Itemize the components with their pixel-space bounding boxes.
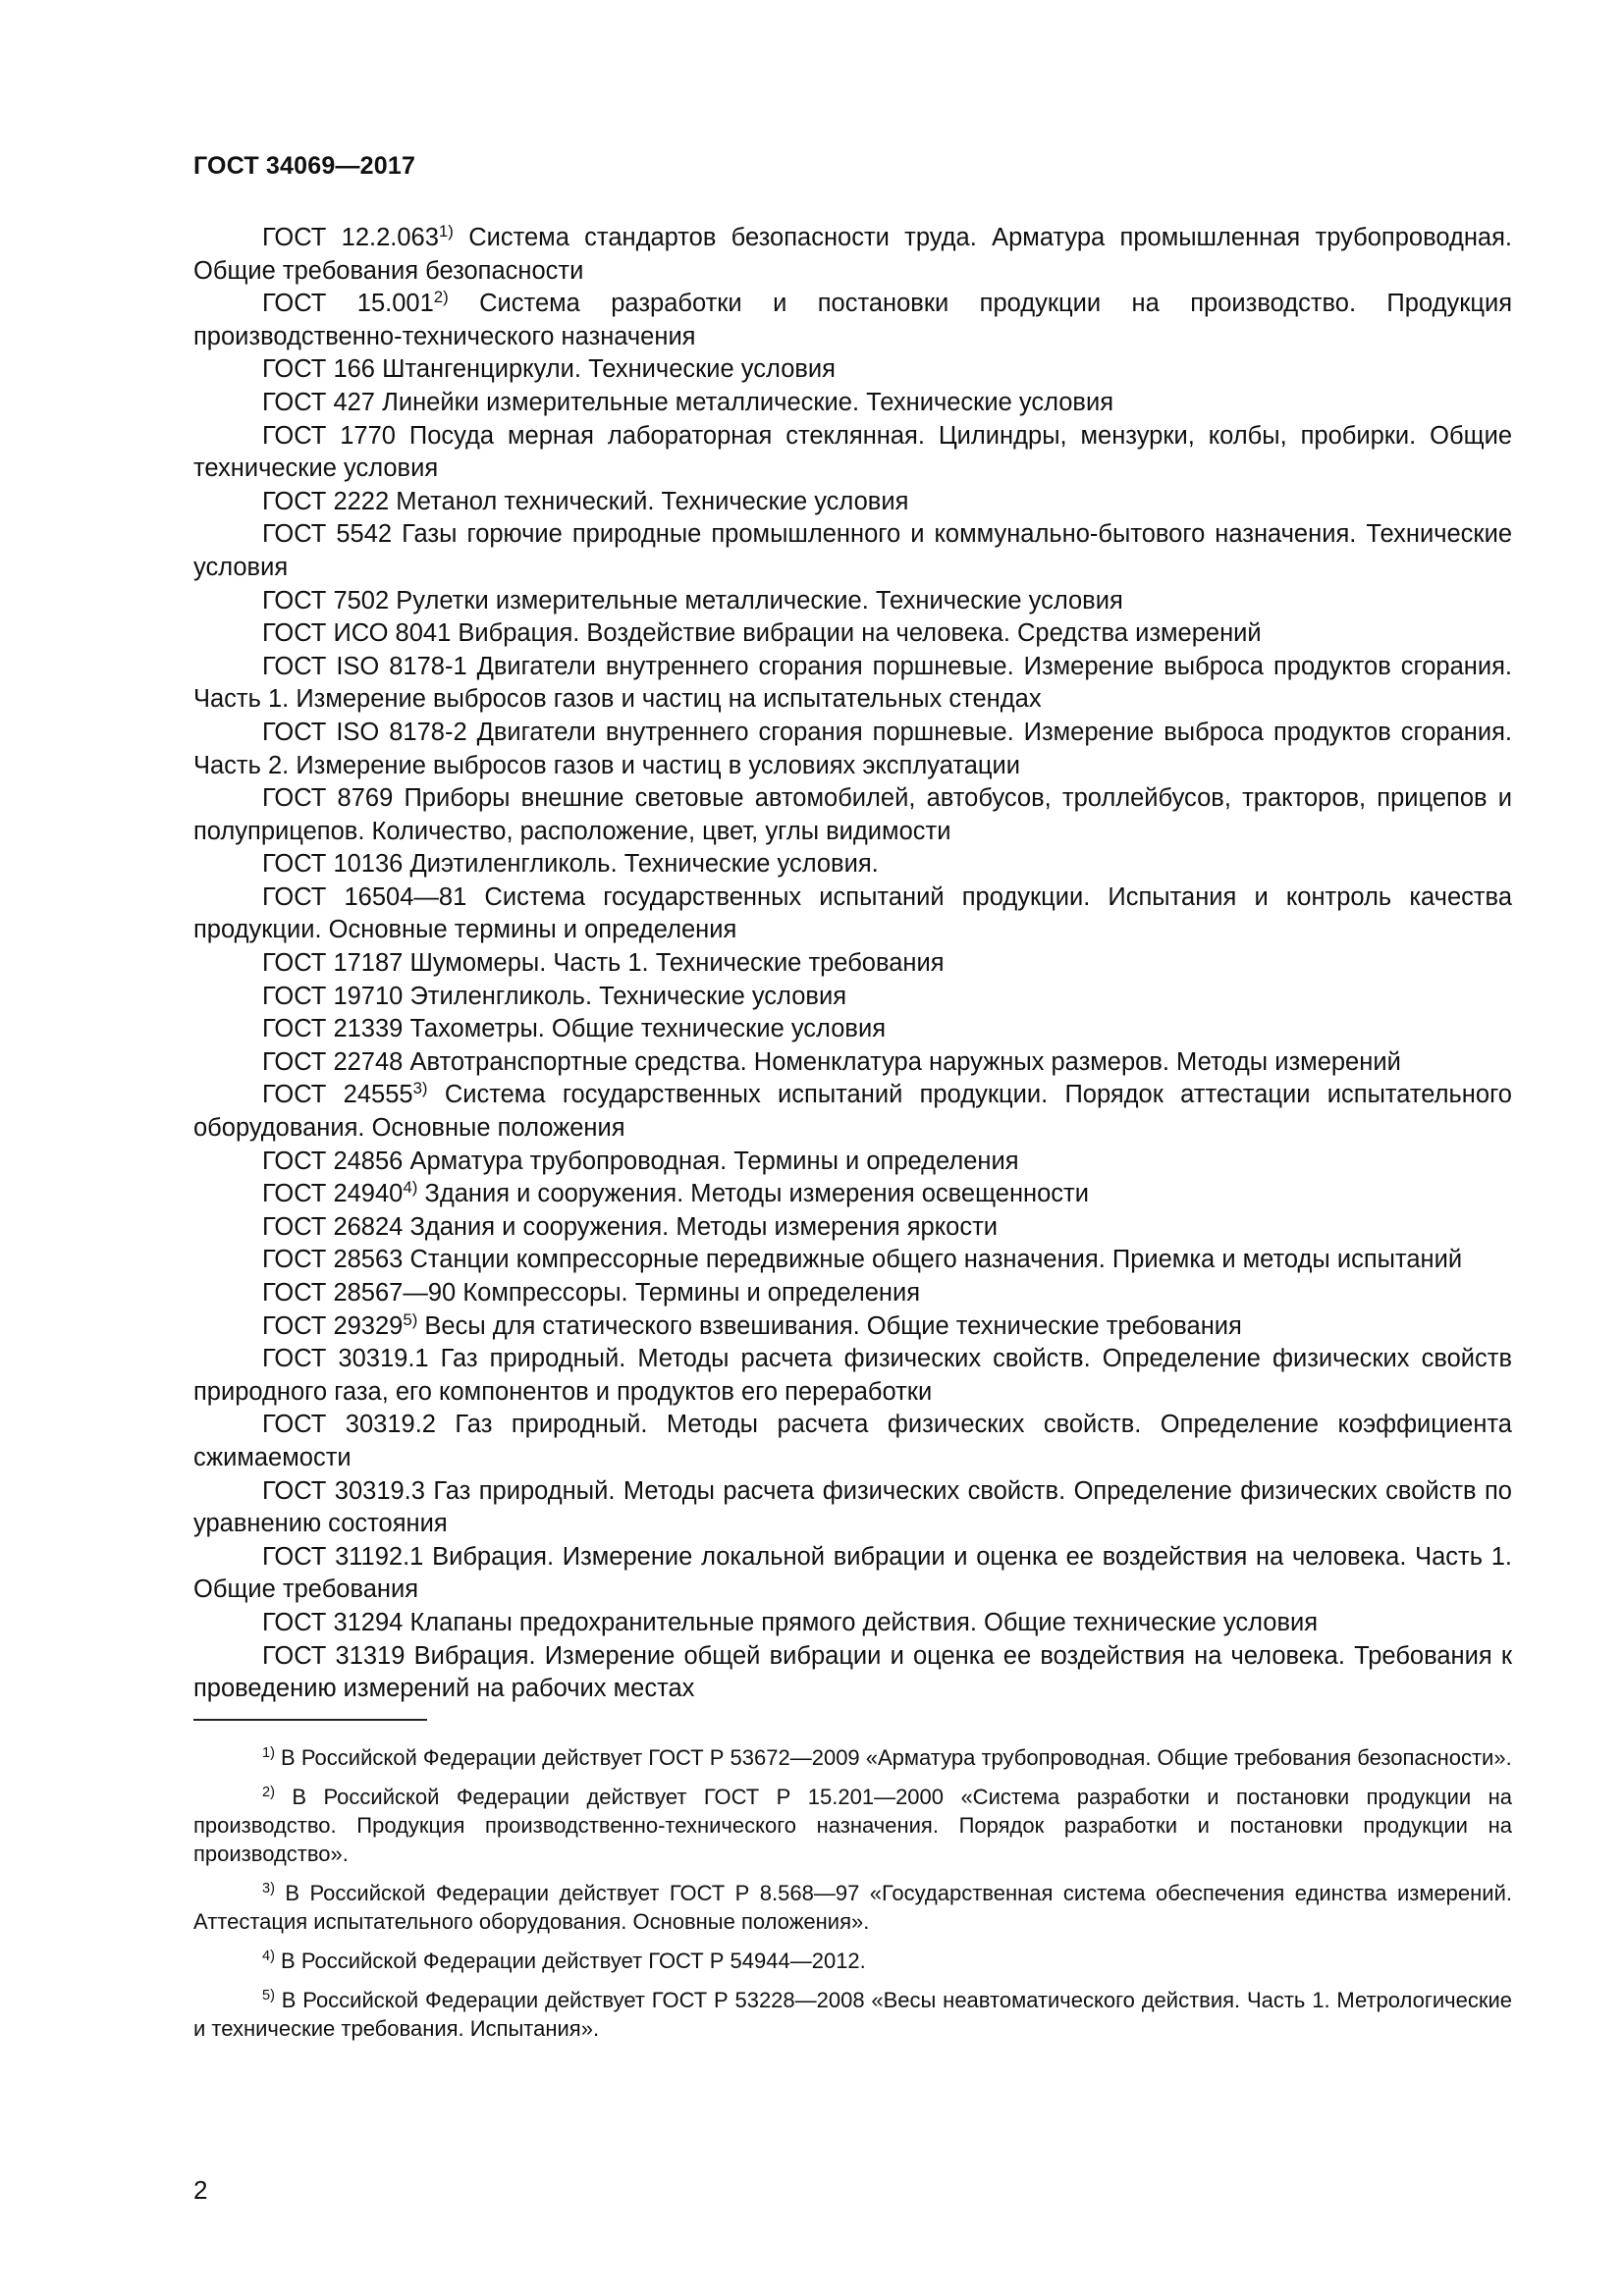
reference-code: ГОСТ 21339 [262,1015,404,1043]
reference-title: Вибрация. Воздействие вибрации на человека. Средства измерений [458,619,1262,648]
reference-code: ГОСТ 31319 [262,1641,406,1670]
reference-title: Линейки измерительные металлические. Технические условия [382,388,1114,416]
footnote-item [193,1879,1512,1936]
footnote-mark: 3) [262,1881,275,1897]
reference-title: Газы горючие природные промышленного и коммунально-бытового назначения. Технические условия [193,520,1512,581]
reference-title: Двигатели внутреннего сгорания поршневые. Измерение выброса продуктов сгорания. Часть 1. Измерение выбросов газов и частиц на испытательных стендах [193,652,1512,714]
reference-code: ГОСТ 30319.3 [262,1476,425,1505]
reference-title: Этиленгликоль. Технические условия [409,982,846,1010]
reference-code: ГОСТ 30319.2 [262,1411,436,1439]
reference-title: Тахометры. Общие технические условия [409,1015,887,1043]
reference-title: Рулетки измерительные металлические. Технические условия [396,586,1123,614]
reference-item [193,387,1512,420]
reference-code: ГОСТ 5542 [262,520,393,549]
footnote-item [193,1783,1512,1868]
reference-title: Диэтиленгликоль. Технические условия. [409,850,879,879]
reference-title: Компрессоры. Термины и определения [462,1279,921,1307]
reference-title: Вибрация. Измерение локальной вибрации и оценка ее воздействия на человека. Часть 1. Общие требования [193,1542,1512,1604]
reference-title: Система разработки и постановки продукции на производство. Продукция производственно-технического назначения [193,290,1513,350]
footnote-item [193,1743,1512,1772]
document-header: ГОСТ 34069—2017 [193,152,416,180]
reference-title: Штангенциркули. Технические условия [382,355,836,384]
reference-item [193,782,1512,848]
reference-code: ГОСТ 22748 [262,1047,404,1076]
reference-code: ГОСТ 12.2.063 [262,224,439,251]
reference-code: ГОСТ 24856 [262,1147,404,1175]
reference-code: ГОСТ 31192.1 [262,1542,424,1571]
reference-code: ГОСТ 28563 [262,1246,404,1274]
reference-code: ГОСТ 29329 [262,1311,404,1340]
reference-title: Приборы внешние световые автомобилей, автобусов, троллейбусов, тракторов, прицепов и полуприцепов. Количество, расположение, цвет, углы видимости [193,784,1512,845]
footnote-marker: 3) [412,1079,428,1098]
normative-references-list [193,222,1512,1706]
reference-title: Арматура трубопроводная. Термины и определения [409,1147,1019,1175]
reference-item [193,1310,1512,1344]
footnote-marker: 5) [403,1309,418,1329]
reference-item [193,1079,1512,1145]
reference-item [193,881,1512,947]
reference-item [193,1475,1512,1541]
reference-code: ГОСТ 166 [262,355,375,384]
reference-item [193,1343,1512,1409]
reference-title: Система стандартов безопасности труда. Арматура промышленная трубопроводная. Общие требования безопасности [193,224,1513,285]
reference-item [193,1046,1512,1080]
footnote-mark: 1) [262,1745,275,1762]
reference-title: Посуда мерная лабораторная стеклянная. Цилиндры, мензурки, колбы, пробирки. Общие технические условия [193,421,1512,483]
reference-item [193,222,1512,288]
reference-code: ГОСТ 31294 [262,1608,404,1636]
reference-title: Система государственных испытаний продукции. Испытания и контроль качества продукции. Основные термины и определения [193,882,1512,944]
reference-code: ГОСТ ISO 8178-1 [262,652,467,680]
footnote-marker: 2) [433,287,449,306]
footnote-item [193,1947,1512,1975]
reference-title: Здания и сооружения. Методы измерения яркости [409,1212,999,1241]
reference-item [193,1277,1512,1310]
reference-code: ГОСТ 15.001 [262,290,434,318]
reference-code: ГОСТ 16504—81 [262,882,467,911]
reference-code: ГОСТ 427 [262,388,375,416]
reference-item [193,420,1512,486]
reference-item [193,585,1512,618]
reference-item [193,518,1512,584]
footnote-marker: 4) [403,1177,418,1197]
reference-item [193,617,1512,651]
reference-item [193,1013,1512,1046]
footnote-text: В Российской Федерации действует ГОСТ Р 54944—2012. [281,1949,866,1973]
reference-code: ГОСТ 28567—90 [262,1279,457,1307]
reference-item [193,651,1512,717]
footnote-text: В Российской Федерации действует ГОСТ Р 8.568—97 «Государственная система обеспечения единства измерений. Аттестация испытательного оборудования. Основные положения». [193,1881,1512,1934]
footnotes-list [193,1743,1512,2054]
reference-title: Автотранспортные средства. Номенклатура наружных размеров. Методы измерений [409,1047,1401,1076]
reference-item [193,848,1512,881]
reference-item [193,947,1512,981]
footnote-item [193,1986,1512,2043]
page-number: 2 [193,2175,208,2205]
reference-code: ГОСТ 7502 [262,586,390,614]
footnote-mark: 2) [262,1785,275,1801]
footnote-separator [193,1719,427,1721]
reference-item [193,1244,1512,1277]
reference-title: Станции компрессорные передвижные общего назначения. Приемка и методы испытаний [409,1246,1463,1274]
reference-code: ГОСТ ИСО 8041 [262,619,452,648]
reference-title: Здания и сооружения. Методы измерения освещенности [424,1180,1089,1208]
reference-title: Весы для статического взвешивания. Общие технические требования [424,1311,1242,1340]
reference-item [193,1409,1512,1474]
reference-code: ГОСТ 24555 [262,1081,413,1109]
reference-code: ГОСТ 24940 [262,1180,404,1208]
reference-code: ГОСТ 2222 [262,487,390,515]
reference-code: ГОСТ 10136 [262,850,404,879]
reference-title: Шумомеры. Часть 1. Технические требования [409,949,945,978]
reference-title: Двигатели внутреннего сгорания поршневые. Измерение выброса продуктов сгорания. Часть 2. Измерение выбросов газов и частиц в условиях эксплуатации [193,718,1512,779]
reference-title: Газ природный. Методы расчета физических свойств. Определение физических свойств природного газа, его компонентов и продуктов его переработки [193,1345,1512,1406]
reference-title: Клапаны предохранительные прямого действия. Общие технические условия [409,1608,1319,1636]
reference-item [193,1607,1512,1640]
reference-item [193,353,1512,387]
reference-title: Вибрация. Измерение общей вибрации и оценка ее воздействия на человека. Требования к проведению измерений на рабочих местах [193,1641,1512,1703]
reference-item [193,1541,1512,1607]
reference-code: ГОСТ 19710 [262,982,404,1010]
reference-code: ГОСТ ISO 8178-2 [262,718,467,746]
reference-title: Газ природный. Методы расчета физических свойств. Определение физических свойств по уравнению состояния [193,1476,1512,1538]
footnote-marker: 1) [438,221,454,240]
reference-item [193,717,1512,782]
reference-code: ГОСТ 8769 [262,784,394,813]
reference-title: Система государственных испытаний продукции. Порядок аттестации испытательного оборудования. Основные положения [193,1081,1512,1143]
footnote-text: В Российской Федерации действует ГОСТ Р 15.201—2000 «Система разработки и постановки продукции на производство. Продукция производственно-технического назначения. Порядок разработки и постановки продукции на производство». [193,1785,1512,1866]
reference-item [193,1178,1512,1211]
footnote-text: В Российской Федерации действует ГОСТ Р 53672—2009 «Арматура трубопроводная. Общие требования безопасности». [281,1745,1512,1770]
reference-code: ГОСТ 17187 [262,949,404,978]
reference-title: Газ природный. Методы расчета физических свойств. Определение коэффициента сжимаемости [193,1411,1512,1471]
footnote-mark: 4) [262,1949,275,1965]
footnote-mark: 5) [262,1988,275,2004]
reference-item [193,288,1512,353]
reference-code: ГОСТ 30319.1 [262,1345,429,1373]
reference-item [193,981,1512,1014]
reference-code: ГОСТ 26824 [262,1212,404,1241]
reference-item [193,486,1512,519]
reference-item [193,1146,1512,1179]
reference-item [193,1640,1512,1706]
reference-title: Метанол технический. Технические условия [396,487,909,515]
footnote-text: В Российской Федерации действует ГОСТ Р 53228—2008 «Весы неавтоматического действия. Часть 1. Метрологические и технические требования. Испытания». [193,1988,1512,2041]
reference-code: ГОСТ 1770 [262,421,396,450]
reference-item [193,1211,1512,1245]
